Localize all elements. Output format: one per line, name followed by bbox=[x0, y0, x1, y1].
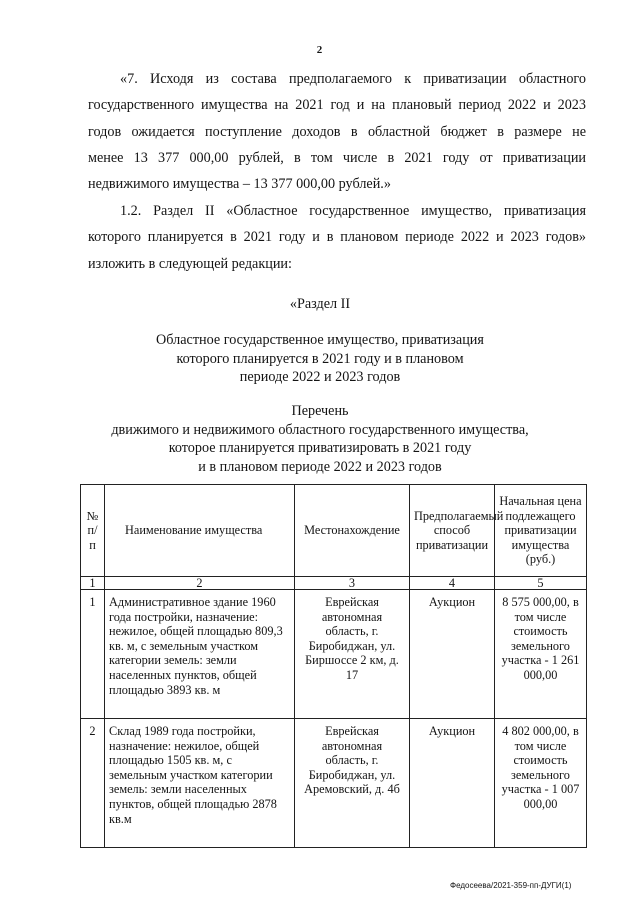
page-number: 2 bbox=[316, 44, 323, 56]
header-name: Наименование имущества bbox=[105, 485, 295, 577]
column-number: 1 bbox=[81, 577, 105, 590]
section-heading-text: «Раздел II bbox=[289, 296, 351, 312]
row-location: Еврейская автономная область, г. Биробиджан, ул. Аремовский, д. 4б bbox=[295, 719, 410, 848]
row-location: Еврейская автономная область, г. Биробиджан, ул. Биршоссе 2 км, д. 17 bbox=[295, 590, 410, 719]
table-row bbox=[81, 590, 587, 719]
paragraph-line: недвижимого имущества – 13 377 000,00 рублей.» bbox=[88, 176, 391, 193]
list-heading bbox=[80, 402, 560, 476]
section-title-line: Областное государственное имущество, приватизация bbox=[156, 332, 484, 348]
list-heading-line: движимого и недвижимого областного государственного имущества, bbox=[111, 421, 529, 438]
property-table bbox=[80, 484, 587, 848]
row-num: 2 bbox=[81, 719, 105, 848]
list-heading-line: и в плановом периоде 2022 и 2023 годов bbox=[198, 458, 442, 475]
paragraph-item-7 bbox=[88, 66, 586, 197]
section-title-line: периоде 2022 и 2023 годов bbox=[239, 369, 401, 385]
paragraph-item-1-2 bbox=[88, 198, 586, 277]
column-number-row bbox=[81, 577, 587, 590]
table-header-row bbox=[81, 485, 587, 577]
column-number: 3 bbox=[295, 577, 410, 590]
column-number: 4 bbox=[410, 577, 495, 590]
paragraph-line: годов ожидается поступление доходов в областной бюджет в размере не bbox=[88, 123, 586, 140]
header-location: Местонахождение bbox=[295, 485, 410, 577]
document-footer: Федосеева/2021-359-пп-ДУГИ(1) bbox=[450, 881, 572, 890]
paragraph-line: менее 13 377 000,00 рублей, в том числе в 2021 году от приватизации bbox=[88, 149, 586, 166]
row-name: Склад 1989 года постройки, назначение: нежилое, общей площадью 1505 кв. м, с земельным участком категории земель: земли населенных пунктов, общей площадью 2878 кв.м bbox=[105, 719, 295, 848]
paragraph-line: 1.2. Раздел II «Областное государственное имущество, приватизация bbox=[120, 203, 586, 219]
header-price: Начальная цена подлежащего приватизации имущества (руб.) bbox=[495, 485, 587, 577]
row-name: Административное здание 1960 года постройки, назначение: нежилое, общей площадью 809,3 кв. м, с земельным участком категории земель: земли населенных пунктов, общей площадью 3893 кв. м bbox=[105, 590, 295, 719]
row-price: 4 802 000,00, в том числе стоимость земельного участка - 1 007 000,00 bbox=[495, 719, 587, 848]
row-method: Аукцион bbox=[410, 590, 495, 719]
header-method: Предполагаемый способ приватизации bbox=[410, 485, 495, 577]
paragraph-line: которого планируется в 2021 году и в плановом периоде 2022 и 2023 годов» bbox=[88, 229, 586, 246]
paragraph-line: государственного имущества на 2021 год и на плановый период 2022 и 2023 bbox=[88, 97, 586, 114]
section-heading bbox=[80, 295, 560, 314]
paragraph-line: изложить в следующей редакции: bbox=[88, 255, 292, 272]
header-num: № п/п bbox=[81, 485, 105, 577]
section-title bbox=[80, 331, 560, 387]
list-heading-line: которое планируется приватизировать в 2021 году bbox=[168, 440, 472, 456]
column-number: 5 bbox=[495, 577, 587, 590]
table-row bbox=[81, 719, 587, 848]
column-number: 2 bbox=[105, 577, 295, 590]
paragraph-line: «7. Исходя из состава предполагаемого к приватизации областного bbox=[120, 71, 586, 87]
row-method: Аукцион bbox=[410, 719, 495, 848]
row-num: 1 bbox=[81, 590, 105, 719]
section-title-line: которого планируется в 2021 году и в плановом bbox=[176, 350, 464, 367]
row-price: 8 575 000,00, в том числе стоимость земельного участка - 1 261 000,00 bbox=[495, 590, 587, 719]
list-heading-line: Перечень bbox=[291, 403, 349, 419]
